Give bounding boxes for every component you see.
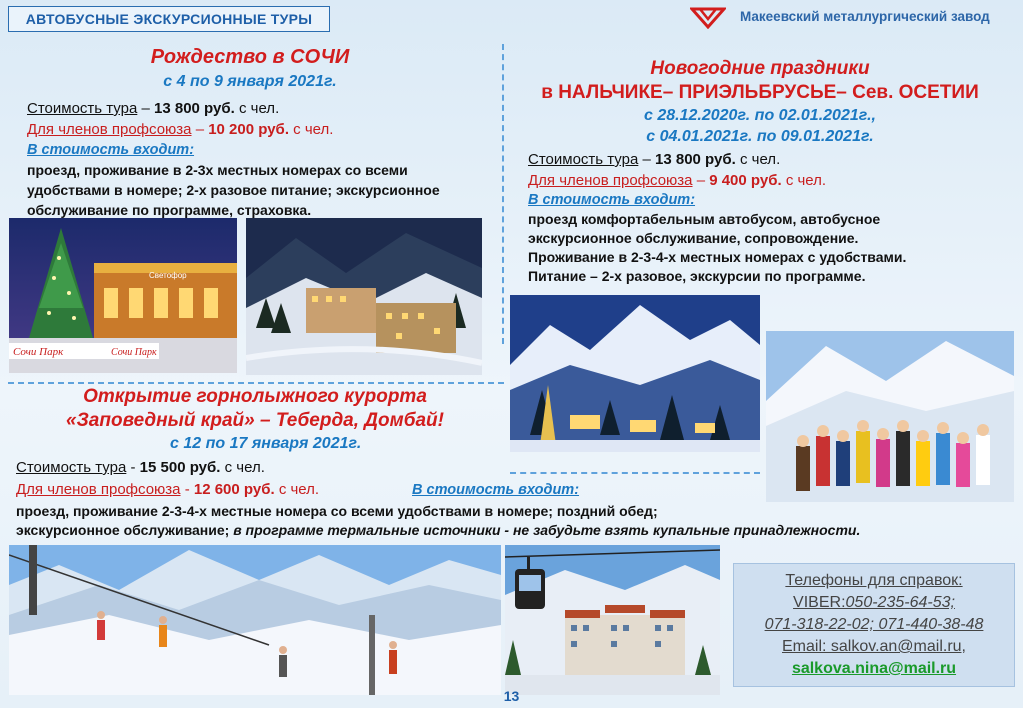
cost-value: 13 800 руб. (655, 151, 736, 168)
sochi-park-sign-2: Сочи Парк (111, 347, 157, 358)
union-value: 12 600 руб. (193, 481, 275, 498)
union-suffix: с чел. (278, 481, 320, 498)
sochi-park-photo (9, 218, 237, 373)
sochi-cost: Стоимость тура – 13 800 руб. с чел. (27, 100, 280, 117)
resort-gondola-photo (505, 545, 720, 695)
dombai-included-label: В стоимость входит: (412, 482, 580, 498)
nalchik-dates-2: с 04.01.2021г. по 09.01.2021г. (646, 128, 874, 145)
mmz-logo-icon (690, 5, 726, 29)
page-number: 13 (503, 688, 520, 704)
phone-numbers[interactable]: 071-318-22-02; 071-440-38-48 (764, 616, 984, 633)
union-label: Для членов профсоюза (27, 121, 192, 138)
divider-horizontal-right (510, 472, 760, 474)
nalchik-cost: Стоимость тура – 13 800 руб. с чел. (528, 151, 781, 168)
sochi-title: Рождество в СОЧИ (150, 46, 350, 68)
union-value: 9 400 руб. (709, 172, 782, 189)
description-line: удобствами в номере; 2-х разовое питание; экскурсионное (27, 182, 440, 198)
sochi-union-cost: Для членов профсоюза – 10 200 руб. с чел. (27, 121, 334, 138)
sochi-included-label: В стоимость входит: (27, 142, 195, 158)
union-label: Для членов профсоюза (16, 481, 181, 498)
dombai-description-2 (16, 520, 860, 540)
dombai-title-line1: Открытие горнолыжного курорта (83, 386, 427, 407)
nalchik-union-cost: Для членов профсоюза – 9 400 руб. с чел. (528, 172, 827, 189)
description-line: Проживание в 2-3-4-х местных номерах с удобствами. (528, 249, 907, 265)
sochi-description (27, 160, 440, 220)
cost-label: Стоимость тура (528, 151, 639, 168)
dombai-dates: с 12 по 17 января 2021г. (170, 435, 362, 452)
description-line: проезд, проживание в 2-3х местных номерах со всеми (27, 162, 408, 178)
description-line: Питание – 2-х разовое, экскурсии по программе. (528, 268, 866, 284)
dombai-description-1: проезд, проживание 2-3-4-х местные номера со всеми удобствами в номере; поздний обед; (16, 503, 658, 519)
email-line[interactable]: Email: salkov.an@mail.ru, (782, 638, 966, 655)
cost-suffix: с чел. (224, 459, 265, 476)
cost-label: Стоимость тура (16, 459, 127, 476)
svetofor-sign: Светофор (149, 271, 187, 280)
nalchik-dates-1: с 28.12.2020г. по 02.01.2021г., (644, 107, 876, 124)
description-line: экскурсионное обслуживание, сопровождение. (528, 230, 859, 246)
description-line: проезд комфортабельным автобусом, автобусное (528, 211, 881, 227)
ski-group-photo (766, 331, 1014, 502)
description-line: обслуживание по программе, страховка. (27, 202, 312, 218)
viber-number: 050-235-64-53; (845, 594, 955, 611)
cost-suffix: с чел. (739, 151, 781, 168)
sochi-dates: с 4 по 9 января 2021г. (163, 73, 337, 90)
description-italic: в программе термальные источники - не забудьте взять купальные принадлежности. (233, 522, 861, 538)
cost-suffix: с чел. (238, 100, 280, 117)
viber-line[interactable] (734, 592, 1014, 614)
elbrus-night-photo (510, 295, 760, 452)
union-suffix: с чел. (293, 121, 334, 138)
divider-horizontal (8, 382, 504, 384)
dombai-title-line2: «Заповедный край» – Теберда, Домбай! (66, 410, 444, 431)
krasnaya-polyana-photo (246, 218, 482, 375)
dombai-union-cost: Для членов профсоюза - 12 600 руб. с чел. (16, 481, 320, 498)
email-link[interactable]: salkova.nina@mail.ru (791, 660, 957, 677)
nalchik-description (528, 210, 906, 286)
nalchik-title-line1: Новогодние праздники (650, 58, 870, 79)
section-header: АВТОБУСНЫЕ ЭКСКУРСИОННЫЕ ТУРЫ (8, 6, 330, 32)
contacts-heading: Телефоны для справок: (785, 572, 963, 589)
description-bold: экскурсионное обслуживание; (16, 522, 230, 538)
union-value: 10 200 руб. (208, 121, 289, 138)
divider-vertical (502, 44, 504, 344)
dombai-cost: Стоимость тура - 15 500 руб. с чел. (16, 459, 265, 476)
union-suffix: с чел. (785, 172, 827, 189)
contacts-box (733, 563, 1015, 687)
ski-slope-photo (9, 545, 501, 695)
nalchik-included-label: В стоимость входит: (528, 192, 696, 208)
nalchik-title-line2: в НАЛЬЧИКЕ– ПРИЭЛЬБРУСЬЕ– Сев. ОСЕТИИ (541, 82, 979, 103)
company-name: Макеевский металлургический завод (740, 9, 990, 24)
cost-label: Стоимость тура (27, 100, 138, 117)
cost-value: 15 500 руб. (139, 459, 221, 476)
union-label: Для членов профсоюза (528, 172, 693, 189)
sochi-park-sign: Сочи Парк (13, 346, 64, 358)
viber-prefix: VIBER: (793, 594, 846, 611)
cost-value: 13 800 руб. (154, 100, 235, 117)
